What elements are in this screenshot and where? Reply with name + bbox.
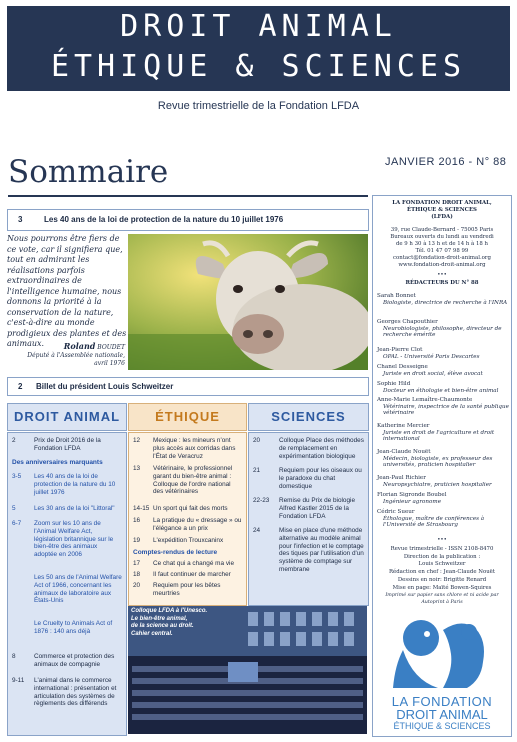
author-first: Roland: [63, 341, 96, 351]
title-rule: [8, 195, 368, 197]
editorial-box[interactable]: [7, 377, 369, 396]
contributor: Jean-Paul Richier Neuropsychiatre, praticien hospitalier: [377, 475, 492, 488]
address: 39, rue Claude-Bernard - 75005 Paris: [390, 227, 494, 233]
illustrations-credit: Dessins en noir: Brigitte Renard: [397, 577, 487, 583]
contributor: Florian Sigronde Boubel Ingénieur agronome: [377, 492, 447, 505]
column-droit: 2 Prix de Droit 2016 de la Fondation LFDA Des anniversaires marquants 3-5 Les 40 ans de la loi de protection de la nature du 10 juillet 1976 5 Les 30 ans de la loi "Littoral" 6-7 Zoom sur les 10 ans de l'Animal Welfare Act, législation britannique sur le bien-être des animaux adoptée en 2006 Les 50 ans de l'Animal Welfare Act of 1966, concernant les animaux de laboratoire aux États-Unis Le Cruelty to Animals Act of 1876 : 140 ans déjà 8 Commerce et protection des animaux de compagnie 9-11 L'animal dans le commerce international : présentation et articulation des systèmes de règlements des différends: [7, 432, 127, 736]
editorial-page: 2: [18, 382, 23, 391]
column-droit-heading: [7, 403, 127, 431]
hours-2: de 9 h 30 à 13 h et de 14 h à 18 h: [395, 241, 489, 247]
contributor: Jean-Pierre Clot OPAL - Université Paris Descartes: [377, 347, 480, 360]
logo-text-1: LA FONDATION: [391, 694, 493, 709]
email-link[interactable]: contact@fondation-droit-animal.org: [393, 255, 491, 261]
lead-page: 3: [18, 215, 23, 224]
publication-director: Louis Schweitzer: [418, 561, 466, 567]
lead-article-box[interactable]: [7, 209, 369, 231]
author-last: BOUDET: [97, 344, 125, 351]
org-name-3: (LFDA): [431, 214, 453, 220]
cow-photo: [128, 234, 368, 370]
author-role: Député à l'Assemblée nationale,: [27, 352, 125, 359]
org-name-1: LA FONDATION DROIT ANIMAL,: [392, 200, 492, 206]
masthead: [7, 6, 510, 91]
contributor: Chanel Desseigne Juriste en droit social, élève avocat: [377, 364, 483, 377]
masthead-line-1: DROIT ANIMAL: [120, 9, 397, 44]
sidebar: [372, 195, 512, 737]
contributor: Sarah Bonnet Biologiste, directrice de recherche à l'INRA: [377, 293, 508, 306]
contributor: Katherine Mercier Juriste en droit de l'agriculture et droit international: [377, 423, 495, 442]
printer-credit: Imprimé sur papier sans chlore et ni acide par Autoprint à Paris: [385, 593, 499, 605]
quote-author: [7, 342, 125, 368]
foundation-logo-image: [383, 610, 501, 690]
unesco-photo: [128, 606, 367, 734]
publication-director-label: Direction de la publication :: [403, 554, 481, 560]
phone: Tél. 01 47 07 98 99: [415, 248, 469, 254]
contributors-heading: RÉDACTEURS DU N° 88: [405, 280, 479, 286]
page-title: Sommaire: [8, 154, 169, 190]
masthead-line-2: ÉTHIQUE & SCIENCES: [50, 49, 467, 84]
author-date: avril 1976: [94, 360, 125, 367]
org-name-2: ÉTHIQUE & SCIENCES: [407, 207, 477, 213]
column-ethique-heading: [128, 403, 247, 431]
column-sciences-heading-text: SCIENCES: [271, 409, 346, 424]
quote-text: Nous pourrons être fiers de ce vote, car il signifiera que, tout en admirant les réalisations parfois extraordinaires de l'intelligence humaine, nous donnons la priorité à la conservation de la nature, c'est-à-dire au monde prodigieux des plantes et des animaux.: [7, 234, 127, 348]
column-ethique: 12 Mexique : les mineurs n'ont plus accès aux corridas dans l'État de Veracruz 13 Vétérinaire, le professionnel garant du bien-être animal : Colloque de l'ordre national des vétérinaires 14-15 Un sport qui fait des morts 16 La pratique du « dressage » ou l'élégance a un prix 19 L'expédition Trouxcaninx Comptes-rendus de lecture 17 Ce chat qui a changé ma vie 18 Il faut continuer de marcher 20 Requiem pour les bêtes meurtries: [128, 432, 247, 606]
lead-title: Les 40 ans de la loi de protection de la nature du 10 juillet 1976: [44, 215, 284, 224]
contributor: Anne-Marie Lemaître-Chaumonte Vétérinaire, inspectrice de la santé publique vétérinaire: [377, 397, 509, 416]
column-ethique-heading-text: ÉTHIQUE: [155, 409, 220, 424]
logo-text-2: DROIT ANIMAL: [396, 707, 488, 722]
column-sciences: 20 Colloque Place des méthodes de remplacement en expérimentation biologique 21 Requiem pour les oiseaux ou le paradoxe du chat domestique 22-23 Remise du Prix de biologie Alfred Kastler 2015 de la Fondation LFDA 24 Mise en place d'une méthode alternative au modèle animal pour l'infection et le comptage des tiques par l'utilisation d'un système de comptage sur membrane: [248, 432, 369, 606]
editorial-title: Billet du président Louis Schweitzer: [36, 382, 174, 391]
subtitle: Revue trimestrielle de la Fondation LFDA: [157, 100, 360, 112]
layout-credit: Mise en page: Maïté Bowen-Squires: [392, 585, 492, 591]
column-droit-heading-text: DROIT ANIMAL: [13, 409, 121, 424]
contributor: Georges Chapouthier Neurobiologiste, philosophe, directeur de recherche émérite: [377, 319, 502, 338]
contributor: Sophie Hild Docteur en éthologie et bien-être animal: [377, 381, 499, 394]
section-anniversaries: Des anniversaires marquants: [12, 459, 103, 466]
issue-number: JANVIER 2016 - N° 88: [385, 156, 507, 168]
column-sciences-heading: [248, 403, 369, 431]
contributor: Jean-Claude Nouët Médecin, biologiste, ex professeur des universités, praticien hospitalier: [377, 449, 493, 468]
editor-in-chief: Rédaction en chef : Jean-Claude Nouët: [388, 569, 496, 575]
contributor: Cédric Sueur Éthologue, maître de conférences à l'Université de Strasbourg: [377, 509, 485, 528]
separator-stars: •••: [437, 537, 447, 543]
photo-caption: Colloque LFDA à l'Unesco. Le bien-être animal, de la science au droit. Cahier central.: [131, 608, 208, 637]
section-reviews: Comptes-rendus de lecture: [133, 549, 218, 556]
website-link[interactable]: www.fondation-droit-animal.org: [398, 262, 486, 268]
issn: Revue trimestrielle - ISSN 2108-8470: [390, 546, 494, 552]
hours-1: Bureaux ouverts du lundi au vendredi: [390, 234, 494, 240]
separator-stars: •••: [437, 272, 447, 278]
logo-text-3: ÉTHIQUE & SCIENCES: [393, 721, 491, 731]
